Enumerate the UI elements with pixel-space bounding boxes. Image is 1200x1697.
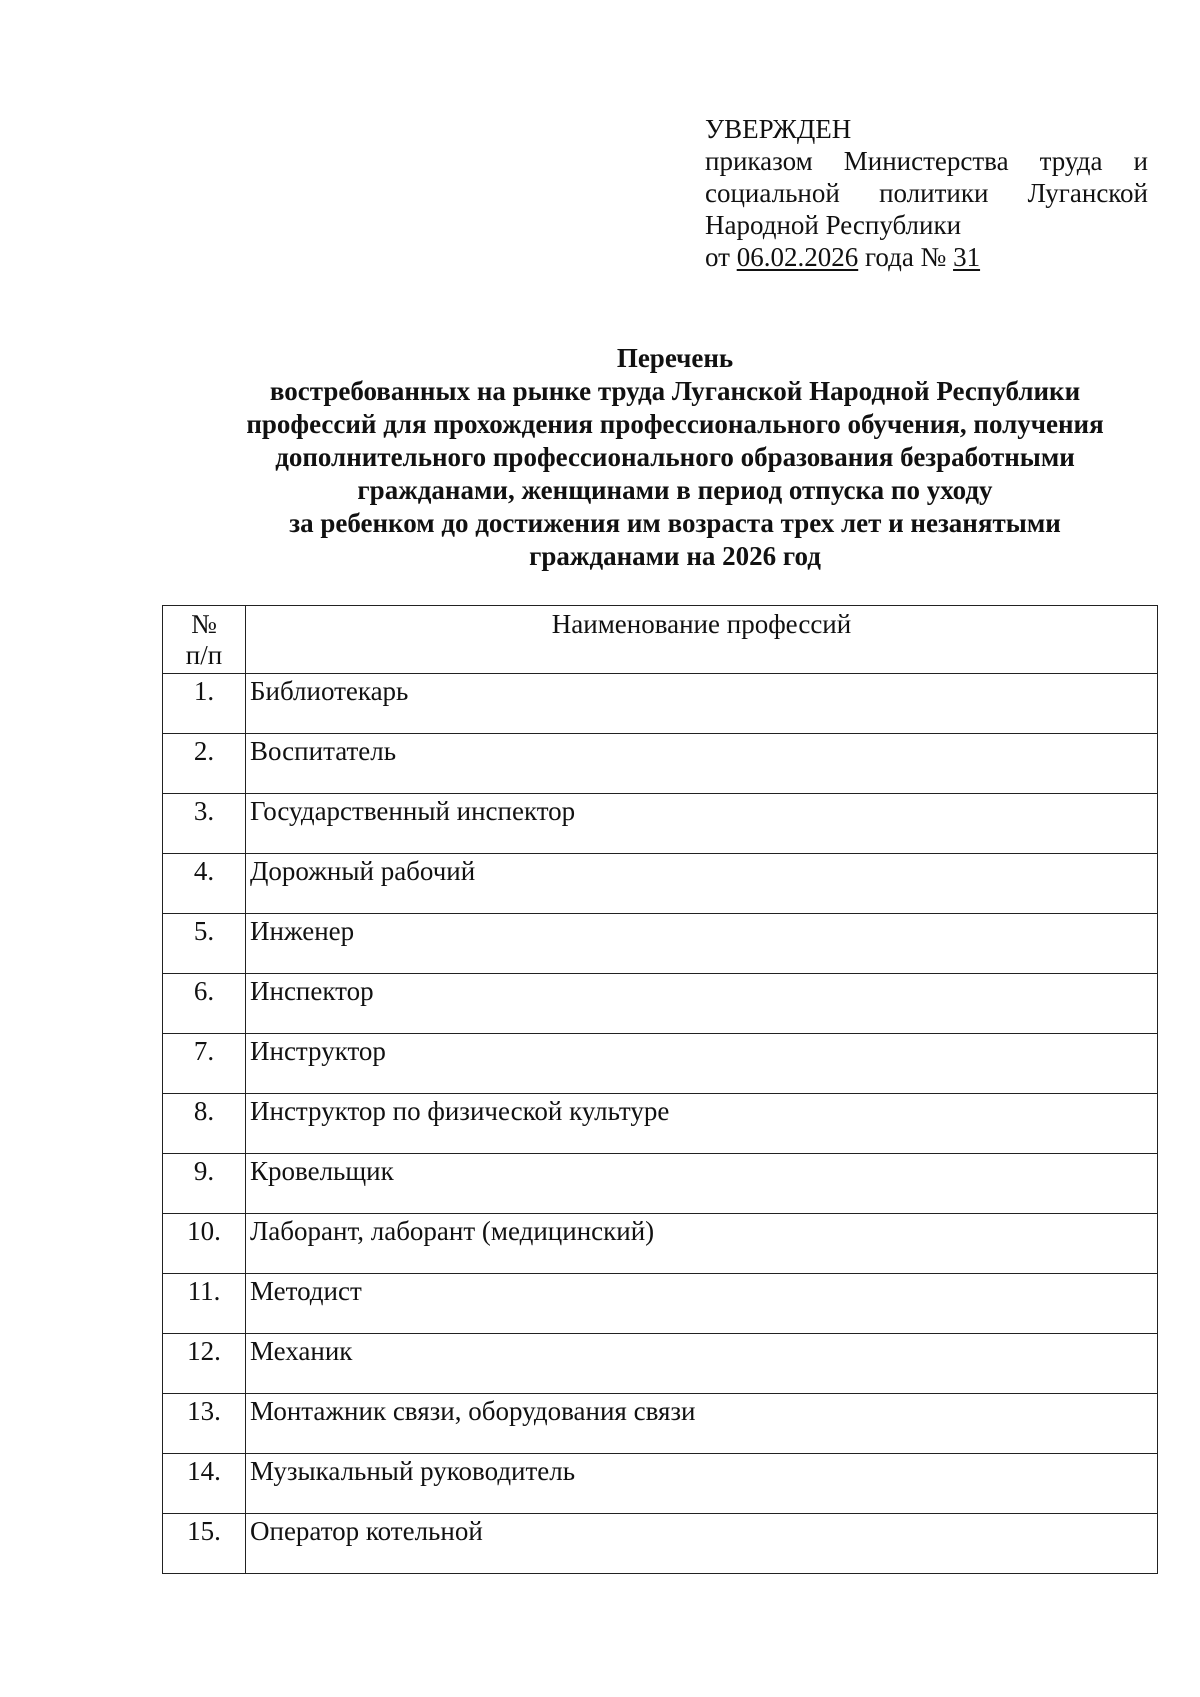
table-row <box>163 734 1158 794</box>
table-row <box>163 1094 1158 1154</box>
row-number: 3. <box>163 794 246 854</box>
row-profession-name: Инструктор <box>246 1034 1158 1094</box>
row-profession-name: Методист <box>246 1274 1158 1334</box>
row-number: 9. <box>163 1154 246 1214</box>
row-number: 15. <box>163 1514 246 1574</box>
row-profession-name: Библиотекарь <box>246 674 1158 734</box>
approval-date-middle: года № <box>864 242 947 272</box>
row-profession-name: Лаборант, лаборант (медицинский) <box>246 1214 1158 1274</box>
title-line-1: Перечень <box>616 343 734 373</box>
row-profession-name: Кровельщик <box>246 1154 1158 1214</box>
row-number: 10. <box>163 1214 246 1274</box>
header-num <box>163 606 246 674</box>
approval-date-prefix: от <box>705 242 730 272</box>
document-title <box>150 342 1200 573</box>
table-body <box>163 674 1158 1574</box>
row-profession-name: Дорожный рабочий <box>246 854 1158 914</box>
approval-order-line: приказом Министерства труда и <box>705 146 1148 176</box>
row-profession-name: Монтажник связи, оборудования связи <box>246 1394 1158 1454</box>
row-number: 8. <box>163 1094 246 1154</box>
table-row <box>163 1034 1158 1094</box>
row-number: 12. <box>163 1334 246 1394</box>
table-row <box>163 974 1158 1034</box>
title-line-5: гражданами, женщинами в период отпуска по уходу <box>357 475 993 505</box>
row-number: 5. <box>163 914 246 974</box>
row-number: 6. <box>163 974 246 1034</box>
table-row <box>163 1514 1158 1574</box>
table-row <box>163 1394 1158 1454</box>
row-profession-name: Механик <box>246 1334 1158 1394</box>
row-number: 7. <box>163 1034 246 1094</box>
row-number: 11. <box>163 1274 246 1334</box>
approval-heading: УВЕРЖДЕН <box>705 114 852 144</box>
row-profession-name: Государственный инспектор <box>246 794 1158 854</box>
row-profession-name: Инженер <box>246 914 1158 974</box>
table-row <box>163 1454 1158 1514</box>
row-profession-name: Инспектор <box>246 974 1158 1034</box>
table-header-row <box>163 606 1158 674</box>
approval-date: 06.02.2026 <box>736 242 859 272</box>
header-name: Наименование профессий <box>246 606 1158 674</box>
approval-ministry-line: социальной политики Луганской <box>705 178 1148 208</box>
title-line-3: профессий для прохождения профессионального обучения, получения <box>246 409 1104 439</box>
table-row <box>163 914 1158 974</box>
header-num-symbol: № <box>191 609 217 639</box>
table-row <box>163 1154 1158 1214</box>
row-profession-name: Оператор котельной <box>246 1514 1158 1574</box>
row-profession-name: Инструктор по физической культуре <box>246 1094 1158 1154</box>
row-number: 13. <box>163 1394 246 1454</box>
table-row <box>163 674 1158 734</box>
approval-date-line <box>705 241 1148 273</box>
table-row <box>163 854 1158 914</box>
professions-table <box>162 605 1158 1574</box>
approval-block <box>705 113 1148 273</box>
table-row <box>163 794 1158 854</box>
title-line-6: за ребенком до достижения им возраста трех лет и незанятыми <box>289 508 1061 538</box>
row-profession-name: Музыкальный руководитель <box>246 1454 1158 1514</box>
approval-number: 31 <box>953 242 981 272</box>
table-row <box>163 1214 1158 1274</box>
row-number: 1. <box>163 674 246 734</box>
table-row <box>163 1274 1158 1334</box>
row-number: 14. <box>163 1454 246 1514</box>
row-profession-name: Воспитатель <box>246 734 1158 794</box>
title-line-2: востребованных на рынке труда Луганской Народной Республики <box>269 376 1081 406</box>
header-num-abbr: п/п <box>185 640 223 670</box>
title-line-7: гражданами на 2026 год <box>529 541 821 571</box>
row-number: 2. <box>163 734 246 794</box>
table-row <box>163 1334 1158 1394</box>
row-number: 4. <box>163 854 246 914</box>
title-line-4: дополнительного профессионального образования безработными <box>275 442 1075 472</box>
approval-republic-line: Народной Республики <box>705 210 962 240</box>
